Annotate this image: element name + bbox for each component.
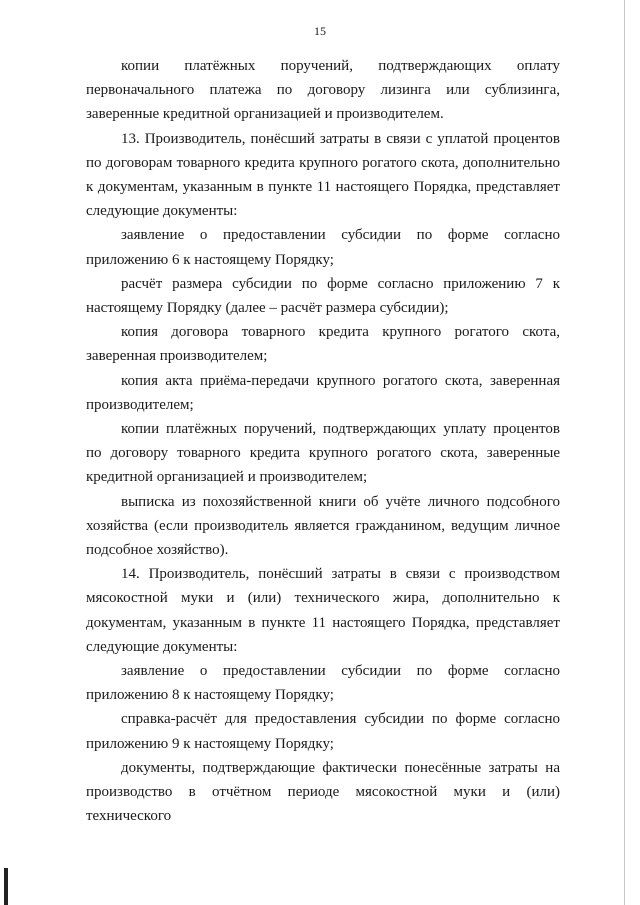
paragraph-application-appendix-6: заявление о предоставлении субсидии по форме согласно приложению 6 к настоящему Порядку; — [86, 227, 560, 268]
paragraph-household-book-extract: выписка из похозяйственной книги об учёте личного подсобного хозяйства (если производитель является гражданином, ведущим личное подсобное хозяйство). — [86, 493, 560, 559]
scan-corner-mark — [4, 868, 8, 905]
paragraph-credit-agreement-copy: копия договора товарного кредита крупного рогатого скота, заверенная производителем; — [86, 324, 560, 365]
scan-edge-line — [624, 0, 625, 905]
paragraph-cost-documents: документы, подтверждающие фактически понесённые затраты на производство в отчётном периоде мясокостной муки и (или) технического — [86, 759, 560, 825]
document-body — [86, 54, 560, 829]
paragraph-item-14: 14. Производитель, понёсший затраты в связи с производством мясокостной муки и (или) технического жира, дополнительно к документам, указанным в пункте 11 настоящего Порядка, представляет следующие документы: — [86, 566, 560, 655]
paragraph-payment-orders-leasing: копии платёжных поручений, подтверждающих оплату первоначального платежа по договору лизинга или сублизинга, заверенные кредитной организацией и производителем. — [86, 58, 560, 123]
paragraph-interest-payment-orders: копии платёжных поручений, подтверждающих уплату процентов по договору товарного кредита крупного рогатого скота, заверенные кредитной организацией и производителем; — [86, 421, 560, 486]
page-number: 15 — [314, 24, 326, 38]
paragraph-calculation-appendix-7: расчёт размера субсидии по форме согласно приложению 7 к настоящему Порядку (далее – расчёт размера субсидии); — [86, 275, 560, 317]
paragraph-item-13: 13. Производитель, понёсший затраты в связи с уплатой процентов по договорам товарного кредита крупного рогатого скота, дополнительно к документам, указанным в пункте 11 настоящего Порядка, представляет следующие документы: — [86, 130, 560, 220]
paragraph-application-appendix-8: заявление о предоставлении субсидии по форме согласно приложению 8 к настоящему Порядку; — [86, 663, 560, 704]
paragraph-transfer-act-copy: копия акта приёма-передачи крупного рогатого скота, заверенная производителем; — [86, 372, 560, 413]
paragraph-certificate-appendix-9: справка-расчёт для предоставления субсидии по форме согласно приложению 9 к настоящему Порядку; — [86, 711, 560, 752]
